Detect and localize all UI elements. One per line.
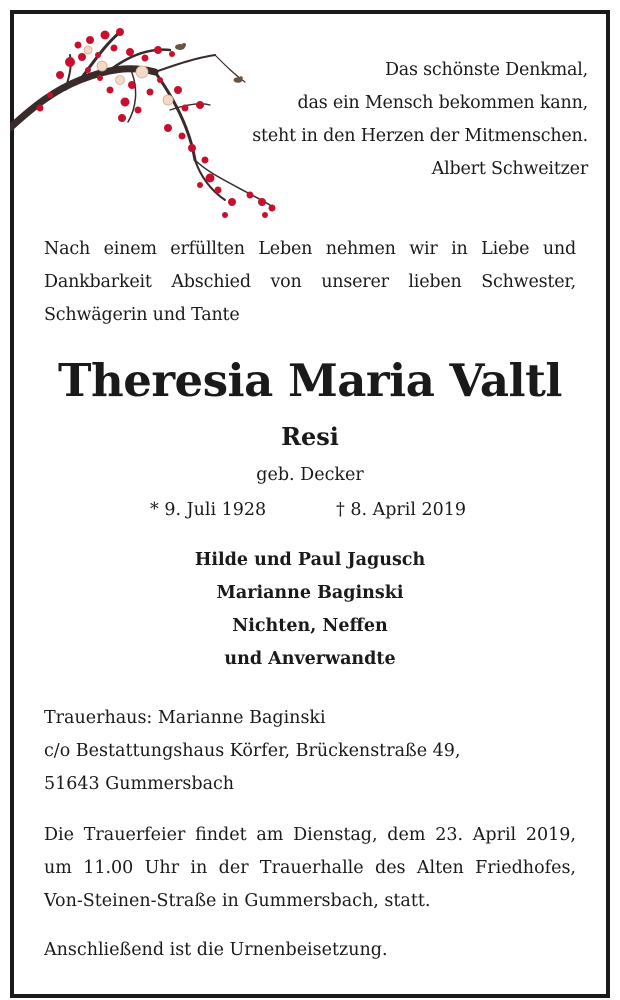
- intro-text: [44, 233, 576, 332]
- intro-line: Nach einem erfüllten Leben nehmen wir in Liebe und: [44, 239, 576, 259]
- quote-line: das ein Mensch bekommen kann,: [297, 93, 588, 113]
- address-line: 51643 Gummersbach: [44, 774, 235, 794]
- address-line: Trauerhaus: Marianne Baginski: [44, 708, 326, 728]
- intro-line: Schwägerin und Tante: [44, 305, 240, 325]
- intro-line: Dankbarkeit Abschied von unserer lieben Schwester,: [44, 272, 576, 292]
- mourner-line: Nichten, Neffen: [232, 616, 388, 636]
- service-line: Von-Steinen-Straße in Gummersbach, statt.: [44, 891, 431, 911]
- funeral-service-text: [44, 819, 576, 918]
- birth-name: geb. Decker: [256, 465, 364, 485]
- birth-date: * 9. Juli 1928: [150, 500, 267, 520]
- mourning-house-address: [44, 702, 460, 801]
- mourners-list: [14, 544, 606, 676]
- mourner-line: Hilde und Paul Jagusch: [194, 550, 426, 570]
- obituary-card: [10, 10, 610, 998]
- quote-block: [228, 54, 588, 186]
- quote-author: Albert Schweitzer: [431, 159, 588, 179]
- service-line: um 11.00 Uhr in der Trauerhalle des Alten Friedhofes,: [44, 858, 576, 878]
- address-line: c/o Bestattungshaus Körfer, Brückenstraße 49,: [44, 741, 461, 761]
- service-line: Die Trauerfeier findet am Dienstag, dem 23. April 2019,: [44, 825, 576, 845]
- quote-line: steht in den Herzen der Mitmenschen.: [252, 126, 588, 146]
- death-date: † 8. April 2019: [336, 500, 467, 520]
- mourner-line: und Anverwandte: [224, 649, 396, 669]
- deceased-nickname: Resi: [281, 422, 339, 451]
- closing-text: Anschließend ist die Urnenbeisetzung.: [44, 940, 388, 960]
- deceased-name: Theresia Maria Valtl: [58, 354, 562, 407]
- mourner-line: Marianne Baginski: [216, 583, 404, 603]
- quote-line: Das schönste Denkmal,: [384, 60, 588, 80]
